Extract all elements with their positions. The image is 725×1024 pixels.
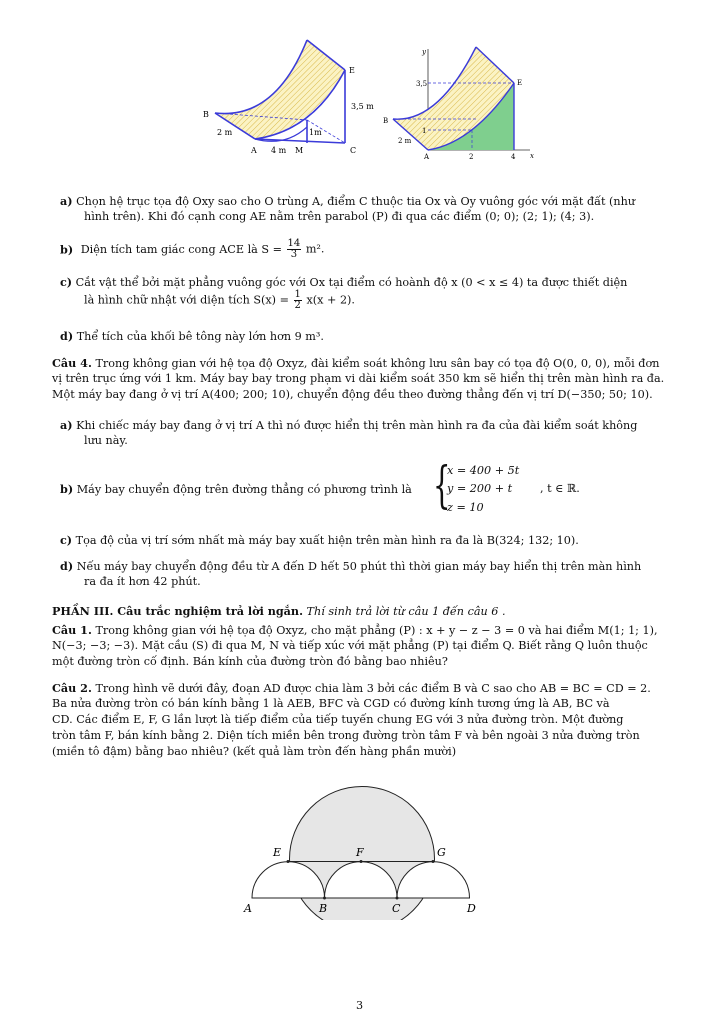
system-brace: { bbox=[433, 456, 451, 514]
tick-x-4: 4 bbox=[511, 153, 516, 161]
point-C: C bbox=[392, 902, 401, 915]
point-A: A bbox=[244, 902, 252, 915]
fraction: $\frac{1}{2}$ bbox=[294, 289, 301, 311]
eq-x: x = 400 + 5t bbox=[447, 464, 520, 477]
axis-y-label: y bbox=[422, 48, 426, 56]
q3-option-a-cont: hình trên). Khi đó cạnh cong AE nằm trên parabol (P) đi qua các điểm (0; 0); (2; 1); (4; 3). bbox=[84, 210, 595, 223]
option-label: d) bbox=[60, 329, 74, 343]
q4-line3: Một máy bay đang ở vị trí A(400; 200; 10), chuyển động đều theo đường thẳng đến vị trí D(−350; 50; 10). bbox=[52, 388, 653, 401]
eq-y: y = 200 + t bbox=[447, 482, 513, 495]
question-title: Câu 4. bbox=[52, 356, 92, 370]
q3-option-a bbox=[60, 193, 680, 210]
q4-line1: Câu 4. Trong không gian với hệ tọa độ Oxyz, đài kiểm soát không lưu sân bay có tọa độ O(0, 0, 0), mỗi đơn bbox=[52, 356, 660, 370]
p3-q1-line1: Câu 1. Trong không gian với hệ tọa độ Oxyz, cho mặt phẳng (P) : x + y − z − 3 = 0 và hai điểm M(1; 1; 1), bbox=[52, 623, 658, 637]
q3-option-c-cont: là hình chữ nhật với diện tích S(x) = $\frac{1}{2}$ x(x + 2). bbox=[84, 289, 355, 311]
tick-3-5: 3,5 bbox=[416, 80, 428, 88]
figure-concrete-block bbox=[195, 35, 385, 160]
figure-semicircles bbox=[240, 780, 485, 920]
axis-label-2m: 2 m bbox=[398, 137, 412, 145]
q4-option-d: d) Nếu máy bay chuyển động đều từ A đến D hết 50 phút thì thời gian máy bay hiển thị trên màn hình bbox=[60, 559, 642, 573]
page-number: 3 bbox=[356, 999, 364, 1012]
label-B: B bbox=[203, 110, 209, 119]
eq-z: z = 10 bbox=[447, 501, 484, 514]
option-text: Thể tích của khối bê tông này lớn hơn 9 m³. bbox=[76, 330, 324, 343]
option-label: b) bbox=[60, 242, 74, 257]
eq-condition: , t ∈ ℝ. bbox=[540, 482, 580, 495]
point-G: G bbox=[437, 846, 446, 859]
axis-x-label: x bbox=[530, 152, 534, 160]
label-C: C bbox=[350, 146, 357, 155]
tick-1: 1 bbox=[422, 127, 427, 135]
part3-subtitle: Thí sinh trả lời từ câu 1 đến câu 6 . bbox=[306, 605, 506, 618]
q3-option-c bbox=[60, 274, 680, 291]
point-E: E bbox=[273, 846, 282, 859]
q4-option-c: c) Tọa độ của vị trí sớm nhất mà máy bay xuất hiện trên màn hình ra đa là B(324; 132; 10). bbox=[60, 533, 579, 547]
label-E: E bbox=[349, 66, 355, 75]
q4-option-a: a) Khi chiếc máy bay đang ở vị trí A thì nó được hiển thị trên màn hình ra đa của đài kiểm soát không bbox=[60, 418, 638, 432]
unit: m². bbox=[305, 242, 325, 256]
q4-option-b: b) Máy bay chuyển động trên đường thẳng có phương trình là bbox=[60, 482, 412, 496]
tick-x-2: 2 bbox=[469, 153, 474, 161]
part3-header bbox=[52, 603, 692, 620]
option-label: c) bbox=[60, 275, 73, 289]
point-B: B bbox=[319, 902, 328, 915]
p3-q1-line2: N(−3; −3; −3). Mặt cầu (S) đi qua M, N và tiếp xúc với mặt phẳng (P) tại điểm Q. Biết rằng Q luôn thuộc bbox=[52, 639, 648, 652]
p3-q2-line4: tròn tâm F, bán kính bằng 2. Diện tích miền bên trong đường tròn tâm F và bên ngoài 3 nửa đường tròn bbox=[52, 729, 640, 742]
q4-option-a-cont: lưu này. bbox=[84, 434, 128, 447]
p3-q2-line2: Ba nửa đường tròn có bán kính bằng 1 là AEB, BFC và CGD có đường kính tương ứng là AB, BC và bbox=[52, 697, 610, 710]
option-text: Diện tích tam giác cong ACE là S = bbox=[80, 242, 282, 256]
axis-label-E: E bbox=[517, 79, 523, 87]
p3-q1-line3: một đường tròn cố định. Bán kính của đường tròn đó bằng bao nhiêu? bbox=[52, 655, 448, 668]
label-M: M bbox=[295, 146, 304, 155]
label-4m: 4 m bbox=[271, 146, 287, 155]
axis-label-A: A bbox=[424, 153, 430, 161]
q3-option-b bbox=[60, 239, 680, 265]
p3-q2-line1: Câu 2. Trong hình vẽ dưới đây, đoạn AD được chia làm 3 bởi các điểm B và C sao cho AB = BC = CD = 2. bbox=[52, 681, 651, 695]
label-height: 3,5 m bbox=[351, 102, 374, 111]
point-D: D bbox=[467, 902, 476, 915]
q3-option-d bbox=[60, 328, 680, 345]
label-1m: 1m bbox=[309, 128, 322, 137]
q4-line2: vị trên trục ứng với 1 km. Máy bay bay trong phạm vi dài kiểm soát 350 km sẽ hiển thị trên màn hình ra đa. bbox=[52, 372, 665, 385]
part3-title: PHẦN III. Câu trắc nghiệm trả lời ngắn. bbox=[52, 604, 303, 618]
fraction: $\frac{14}{3}$ bbox=[287, 238, 301, 260]
q4-option-d-cont: ra đa ít hơn 42 phút. bbox=[84, 575, 201, 588]
option-text-line1: Chọn hệ trục tọa độ Oxy sao cho O trùng A, điểm C thuộc tia Ox và Oy vuông góc với mặt đất (như bbox=[76, 195, 636, 208]
option-text-line1: Cắt vật thể bởi mặt phẳng vuông góc với Ox tại điểm có hoành độ x (0 < x ≤ 4) ta được thiết diện bbox=[75, 276, 628, 289]
p3-q2-line3: CD. Các điểm E, F, G lần lượt là tiếp điểm của tiếp tuyến chung EG với 3 nửa đường tròn. Một đường bbox=[52, 713, 624, 726]
axis-label-B: B bbox=[383, 117, 389, 125]
label-2m: 2 m bbox=[217, 128, 233, 137]
option-label: a) bbox=[60, 194, 73, 208]
label-A: A bbox=[251, 146, 257, 155]
point-F: F bbox=[356, 846, 364, 859]
figure-coordinate-block bbox=[378, 45, 538, 163]
p3-q2-line5: (miền tô đậm) bằng bao nhiêu? (kết quả làm tròn đến hàng phần mười) bbox=[52, 745, 457, 758]
